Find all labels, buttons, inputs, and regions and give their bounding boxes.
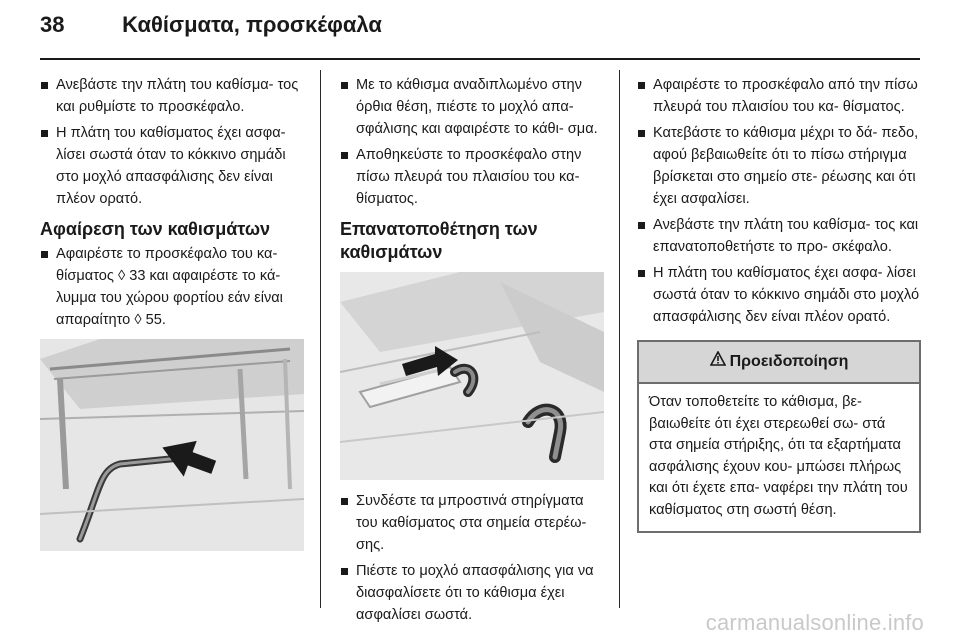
header-divider bbox=[40, 58, 920, 60]
list-item: Με το κάθισμα αναδιπλωμένο στην όρθια θέση, πιέστε το μοχλό απα- σφάλισης και αφαιρέστε το κάθι- σμα. bbox=[340, 74, 604, 140]
warning-triangle-icon bbox=[710, 351, 726, 373]
list-item: Κατεβάστε το κάθισμα μέχρι το δά- πεδο, αφού βεβαιωθείτε ότι το πίσω στήριγμα βρίσκεται στο σημείο στε- ρέωσης και ότι έχει ασφαλίσει. bbox=[637, 122, 921, 210]
column-1 bbox=[40, 74, 304, 561]
list-item: Αφαιρέστε το προσκέφαλο του κα- θίσματος ◊ 33 και αφαιρέστε το κά- λυμμα του χώρου φορτίου εάν είναι απαραίτητο ◊ 55. bbox=[40, 243, 304, 331]
column-2 bbox=[340, 74, 604, 630]
seat-refit-illustration bbox=[340, 272, 604, 480]
warning-text: Όταν τοποθετείτε το κάθισμα, βε- βαιωθείτε ότι έχει στερεωθεί σω- στά στα σημεία στήριξης, ότι τα εξαρτήματα ασφάλισης έχουν κου- μπώσει πλήρως και ότι έχετε επα- ναφέρει την πλάτη του καθίσματος στη σωστή θέση. bbox=[649, 394, 908, 518]
column-divider bbox=[619, 70, 620, 608]
watermark: carmanualsonline.info bbox=[705, 610, 924, 635]
list-item: Ανεβάστε την πλάτη του καθίσμα- τος και ρυθμίστε το προσκέφαλο. bbox=[40, 74, 304, 118]
warning-header bbox=[639, 342, 919, 384]
column-3 bbox=[637, 74, 921, 533]
page-header bbox=[40, 12, 382, 38]
warning-box bbox=[637, 340, 921, 533]
list-item: Πιέστε το μοχλό απασφάλισης για να διασφαλίσετε ότι το κάθισμα έχει ασφαλίσει σωστά. bbox=[340, 560, 604, 626]
list-item: Η πλάτη του καθίσματος έχει ασφα- λίσει σωστά όταν το κόκκινο σημάδι στο μοχλό απασφάλισης δεν είναι πλέον ορατό. bbox=[637, 262, 921, 328]
column-divider bbox=[320, 70, 321, 608]
seat-removal-illustration bbox=[40, 339, 304, 551]
list-item: Η πλάτη του καθίσματος έχει ασφα- λίσει σωστά όταν το κόκκινο σημάδι στο μοχλό απασφάλισης δεν είναι πλέον ορατό. bbox=[40, 122, 304, 210]
list-item: Συνδέστε τα μπροστινά στηρίγματα του καθίσματος στα σημεία στερέω- σης. bbox=[340, 490, 604, 556]
list-item: Αφαιρέστε το προσκέφαλο από την πίσω πλευρά του πλαισίου του κα- θίσματος. bbox=[637, 74, 921, 118]
section-heading: Επανατοποθέτηση των καθισμάτων bbox=[340, 219, 538, 262]
list-item: Ανεβάστε την πλάτη του καθίσμα- τος και επανατοποθετήστε το προ- σκέφαλο. bbox=[637, 214, 921, 258]
list-item: Αποθηκεύστε το προσκέφαλο στην πίσω πλευρά του πλαισίου του κα- θίσματος. bbox=[340, 144, 604, 210]
page-number: 38 bbox=[40, 12, 65, 37]
page-title: Καθίσματα, προσκέφαλα bbox=[122, 12, 382, 37]
warning-title: Προειδοποίηση bbox=[729, 353, 849, 370]
section-heading: Αφαίρεση των καθισμάτων bbox=[40, 219, 271, 239]
